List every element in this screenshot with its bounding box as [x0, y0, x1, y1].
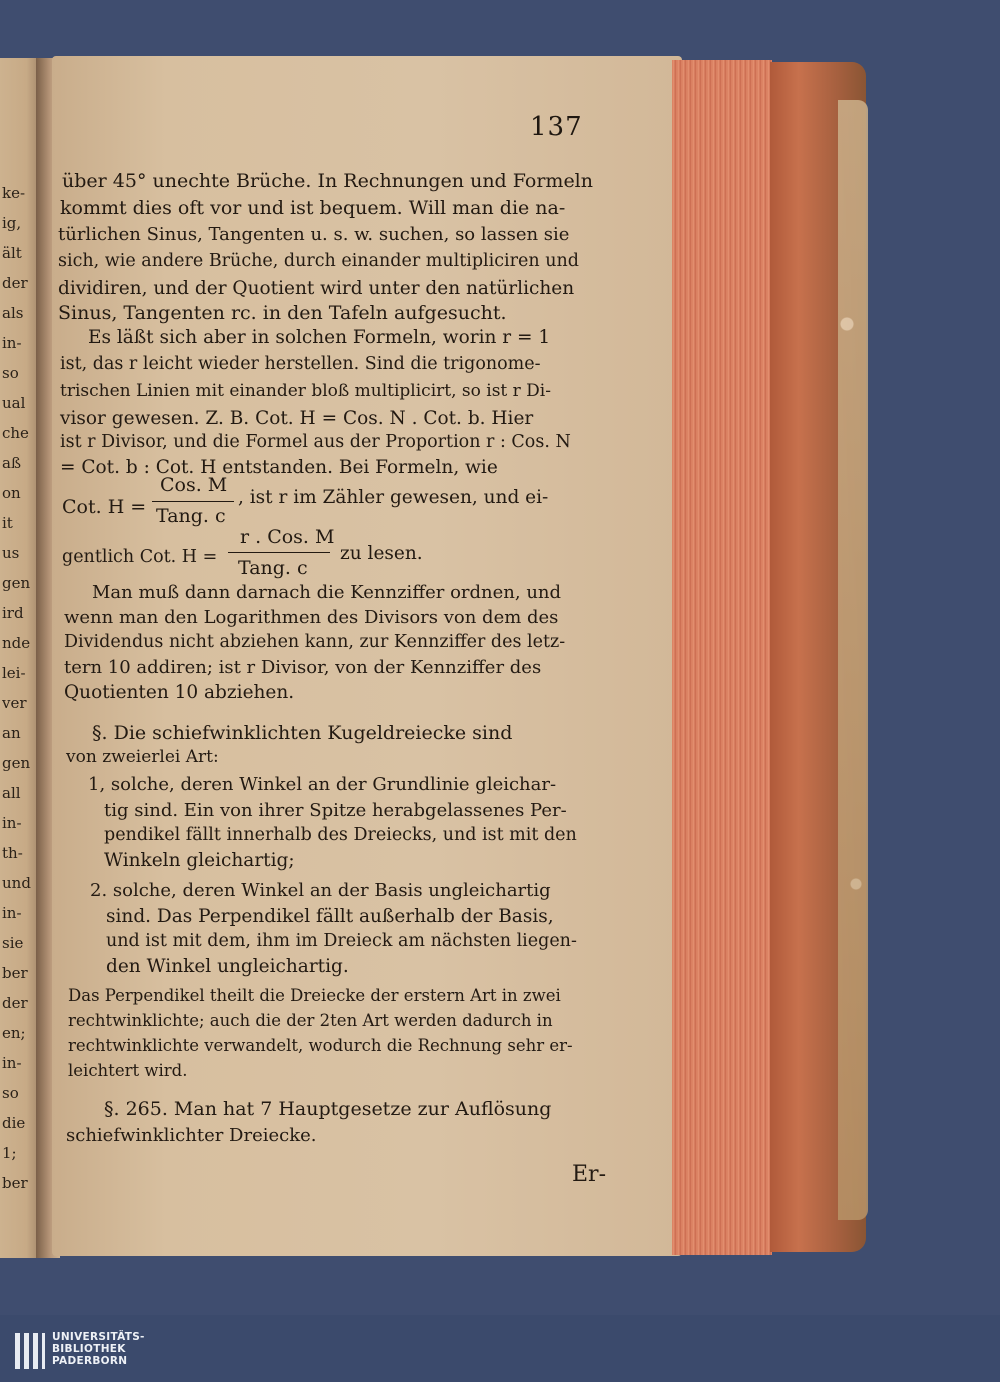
list-item: 1, solche, deren Winkel an der Grundlinie gleichar-	[88, 774, 557, 795]
formula-text: , ist r im Zähler gewesen, und ei-	[238, 487, 549, 508]
left-page-fragment: der	[2, 274, 28, 292]
text-line: dividiren, und der Quotient wird unter den natürlichen	[58, 278, 575, 299]
text-line: visor gewesen. Z. B. Cot. H = Cos. N . Cot. b. Hier	[60, 408, 534, 429]
left-page-fragment: on	[2, 484, 21, 502]
text-line: ist r Divisor, und die Formel aus der Proportion r : Cos. N	[60, 432, 571, 452]
left-page-fragment: sie	[2, 934, 24, 952]
fraction-denominator: Tang. c	[238, 557, 308, 579]
left-page-fragment: so	[2, 1084, 19, 1102]
left-page-fragment: ält	[2, 244, 22, 262]
text-line: Das Perpendikel theilt die Dreiecke der erstern Art in zwei	[68, 986, 561, 1005]
section-heading: §. Die schiefwinklichten Kugeldreiecke sind	[92, 722, 513, 744]
fraction-numerator: r . Cos. M	[240, 526, 335, 548]
text-line: tern 10 addiren; ist r Divisor, von der Kennziffer des	[64, 657, 542, 678]
list-item: sind. Das Perpendikel fällt außerhalb der Basis,	[106, 906, 554, 927]
text-line: über 45° unechte Brüche. In Rechnungen und Formeln	[62, 170, 593, 192]
text-line: türlichen Sinus, Tangenten u. s. w. suchen, so lassen sie	[58, 224, 570, 245]
catchword: Er-	[572, 1162, 607, 1187]
fraction-numerator: Cos. M	[160, 474, 228, 496]
logo-line: PADERBORN	[52, 1355, 128, 1367]
left-page-fragment: lei-	[2, 664, 26, 682]
list-item: und ist mit dem, ihm im Dreieck am nächsten liegen-	[106, 931, 577, 951]
left-page-fragment: ver	[2, 694, 27, 712]
page-edges	[672, 60, 772, 1255]
text-line: kommt dies oft vor und ist bequem. Will man die na-	[60, 197, 566, 219]
text-line: = Cot. b : Cot. H entstanden. Bei Formeln, wie	[60, 457, 498, 478]
left-page-fragment: ual	[2, 394, 26, 412]
fraction-bar	[152, 501, 234, 502]
left-page-fragment: so	[2, 364, 19, 382]
logo-line: UNIVERSITÄTS-	[52, 1331, 145, 1343]
cover-spine-paper	[838, 100, 868, 1220]
text-line: Sinus, Tangenten rc. in den Tafeln aufgesucht.	[58, 302, 507, 324]
left-page-fragment: ke-	[2, 184, 26, 202]
text-line: wenn man den Logarithmen des Divisors von dem des	[64, 607, 559, 628]
list-item: Winkeln gleichartig;	[104, 850, 295, 871]
left-page-fragment: an	[2, 724, 21, 742]
text-line: rechtwinklichte verwandelt, wodurch die Rechnung sehr er-	[68, 1036, 573, 1055]
text-line: sich, wie andere Brüche, durch einander multipliciren und	[58, 251, 579, 271]
text-line: Man muß dann darnach die Kennziffer ordnen, und	[92, 582, 562, 603]
footer-bar	[0, 1315, 1000, 1382]
formula-fraction	[228, 526, 335, 582]
list-item: 2. solche, deren Winkel an der Basis ungleichartig	[90, 880, 551, 901]
formula-lhs: gentlich Cot. H =	[62, 547, 218, 567]
left-page-fragment: gen	[2, 574, 31, 592]
left-page-fragment: der	[2, 994, 28, 1012]
text-line: von zweierlei Art:	[66, 747, 219, 767]
text-line: schiefwinklichter Dreiecke.	[66, 1125, 317, 1146]
page-number: 137	[530, 112, 583, 142]
left-page-fragment: die	[2, 1114, 26, 1132]
text-line: Dividendus nicht abziehen kann, zur Kennziffer des letz-	[64, 632, 566, 652]
left-page-fragment: gen	[2, 754, 31, 772]
left-page-fragment: aß	[2, 454, 21, 472]
logo-line: BIBLIOTHEK	[52, 1343, 126, 1355]
left-page-fragment: in-	[2, 334, 22, 352]
left-page-fragment: ber	[2, 964, 28, 982]
left-page-fragment: ber	[2, 1174, 28, 1192]
library-logo-text	[52, 1331, 145, 1367]
left-page-fragment: als	[2, 304, 24, 322]
text-line: trischen Linien mit einander bloß multiplicirt, so ist r Di-	[60, 381, 551, 401]
left-page-fragment: in-	[2, 904, 22, 922]
left-page-fragment: nde	[2, 634, 31, 652]
left-page-fragment: ird	[2, 604, 24, 622]
text-line: rechtwinklichte; auch die der 2ten Art werden dadurch in	[68, 1011, 553, 1030]
left-page-fragment: all	[2, 784, 21, 802]
left-page-fragment: it	[2, 514, 13, 532]
formula-text: zu lesen.	[340, 543, 423, 564]
fraction-bar	[228, 552, 330, 553]
library-logo-icon	[15, 1333, 45, 1369]
text-line: leichtert wird.	[68, 1061, 188, 1080]
left-page-fragment: und	[2, 874, 31, 892]
left-page-fragment: che	[2, 424, 29, 442]
left-page-fragment: 1;	[2, 1144, 17, 1162]
list-item: pendikel fällt innerhalb des Dreiecks, und ist mit den	[104, 825, 577, 845]
left-page-fragment: in-	[2, 1054, 22, 1072]
list-item: tig sind. Ein von ihrer Spitze herabgelassenes Per-	[104, 800, 567, 821]
text-line: Quotienten 10 abziehen.	[64, 682, 295, 703]
text-line: ist, das r leicht wieder herstellen. Sind die trigonome-	[60, 354, 541, 374]
paragraph-265: §. 265. Man hat 7 Hauptgesetze zur Auflösung	[104, 1098, 552, 1120]
fraction-denominator: Tang. c	[156, 505, 226, 527]
left-page-fragment: en;	[2, 1024, 26, 1042]
list-item: den Winkel ungleichartig.	[106, 956, 349, 977]
text-line: Es läßt sich aber in solchen Formeln, worin r = 1	[88, 327, 551, 348]
formula-fraction	[152, 474, 238, 530]
formula-lhs: Cot. H =	[62, 496, 147, 518]
left-page-fragment: in-	[2, 814, 22, 832]
left-page-fragments	[2, 178, 38, 1198]
left-page-fragment: ig,	[2, 214, 22, 232]
left-page-fragment: th-	[2, 844, 23, 862]
left-page-fragment: us	[2, 544, 20, 562]
